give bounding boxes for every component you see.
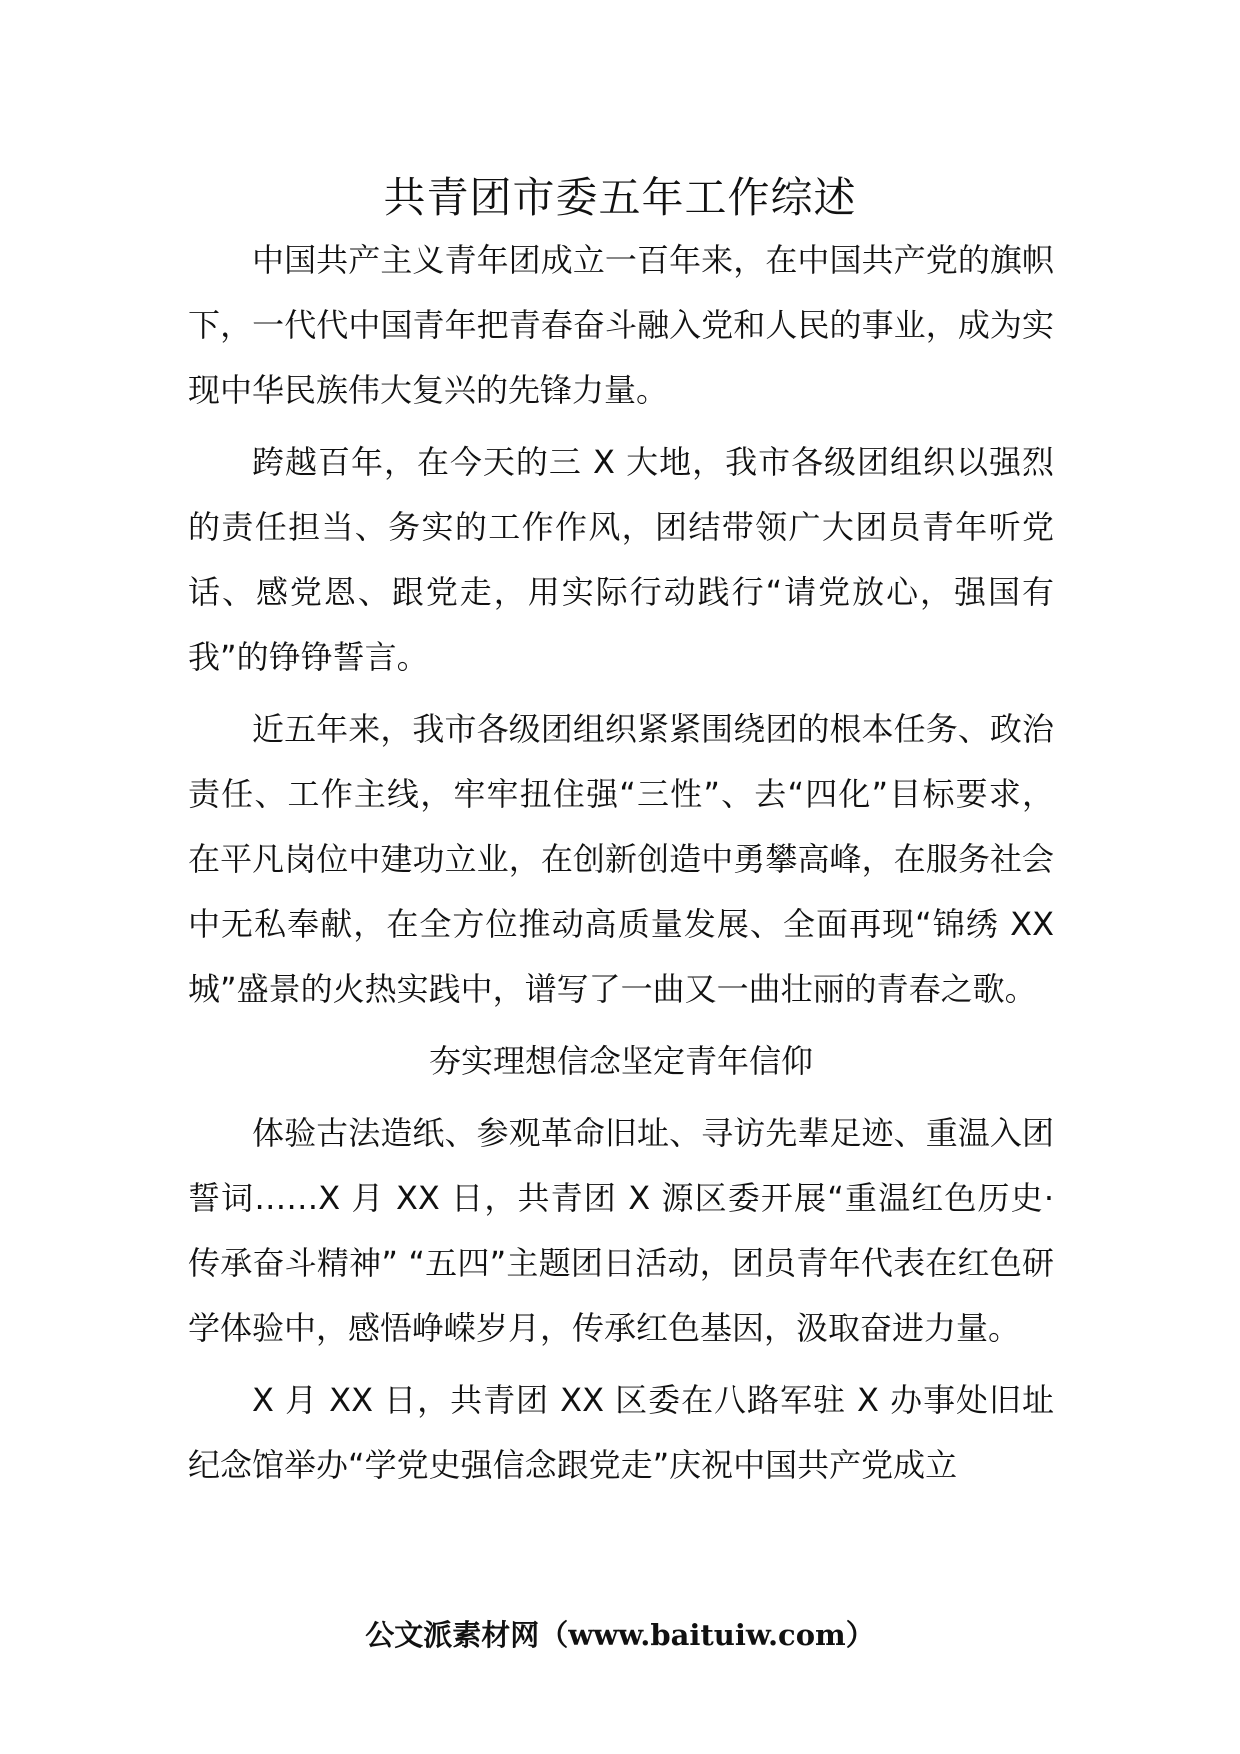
paragraph-2: 跨越百年，在今天的三 X 大地，我市各级团组织以强烈的责任担当、务实的工作作风，团结带领广大团员青年听党话、感党恩、跟党走，用实际行动践行“请党放心，强国有我”的铮铮誓言。 [188,443,1054,676]
paragraph-4: 体验古法造纸、参观革命旧址、寻访先辈足迹、重温入团誓词……X 月 XX 日，共青团 X 源区委开展“重温红色历史·传承奋斗精神” “五四”主题团日活动，团员青年代表在红色研学体验中，感悟峥嵘岁月，传承红色基因，汲取奋进力量。 [188,1114,1054,1347]
section-heading: 夯实理想信念坚定青年信仰 [428,1042,813,1080]
document-title: 共青团市委五年工作综述 [383,173,857,222]
paragraph-3: 近五年来，我市各级团组织紧紧围绕团的根本任务、政治责任、工作主线，牢牢扭住强“三性”、去“四化”目标要求，在平凡岗位中建功立业，在创新创造中勇攀高峰，在服务社会中无私奉献，在全方位推动高质量发展、全面再现“锦绣 XX 城”盛景的火热实践中，谱写了一曲又一曲壮丽的青春之歌。 [188,710,1054,1008]
paragraph-5: X 月 XX 日，共青团 XX 区委在八路军驻 X 办事处旧址纪念馆举办“学党史强信念跟党走”庆祝中国共产党成立 [188,1381,1054,1484]
paragraph-1: 中国共产主义青年团成立一百年来，在中国共产党的旗帜下，一代代中国青年把青春奋斗融入党和人民的事业，成为实现中华民族伟大复兴的先锋力量。 [188,241,1054,409]
document-body [188,228,1054,1505]
footer-watermark: 公文派素材网（www.baituiw.com） [365,1618,875,1652]
